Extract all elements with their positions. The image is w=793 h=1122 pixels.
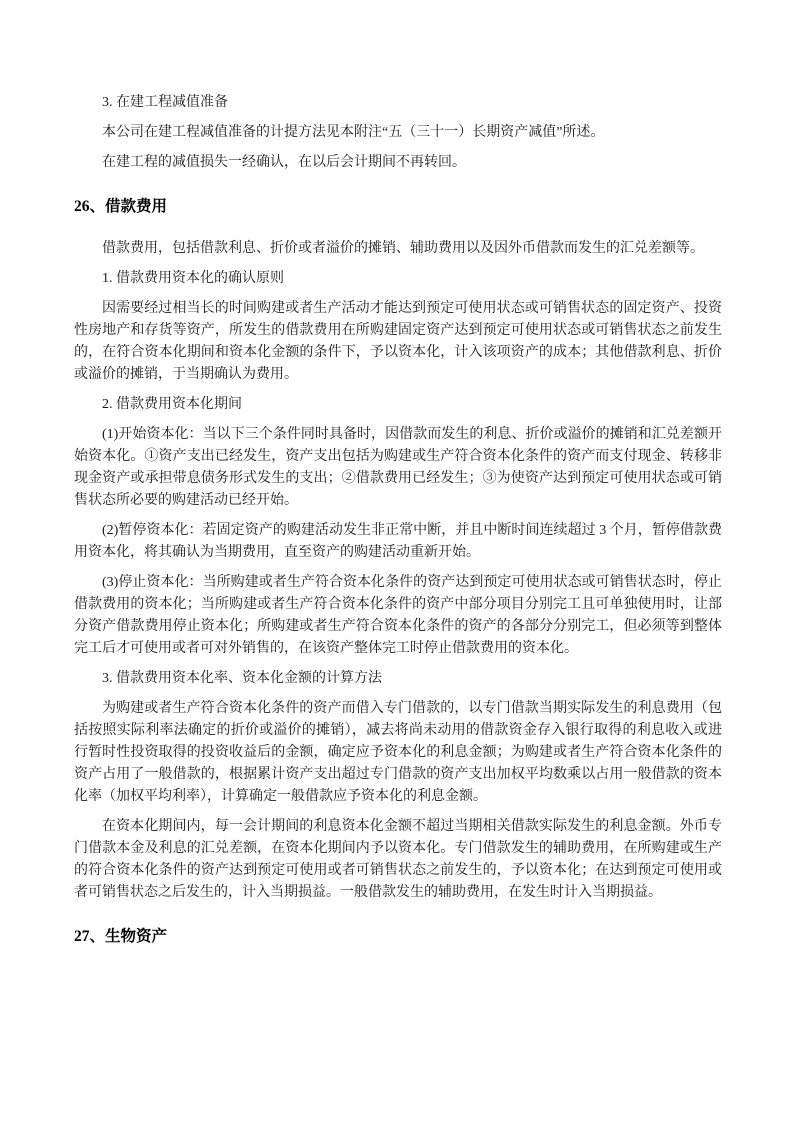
paragraph-borrowing-costs-definition: 借款费用，包括借款利息、折价或者溢价的摊销、辅助费用以及因外币借款而发生的汇兑差额等。 xyxy=(102,241,704,256)
paragraph-cip-impairment-method: 本公司在建工程减值准备的计提方法见本附注“五（三十一）长期资产减值”所述。 xyxy=(102,125,605,140)
paragraph-capitalization-recognition-principle: 因需要经过相当长的时间购建或者生产活动才能达到预定可使用状态或可销售状态的固定资产、投资性房地产和存货等资产，所发生的借款费用在所购建固定资产达到预定可使用状态或可销售状态之前发生的，在符合资本化期间和资本化金额的条件下，予以资本化，计入该项资产的成本；其他借款利息、折价或溢价的摊销，于当期确认为费用。 xyxy=(74,301,722,382)
paragraph-capitalization-rate-calculation: 为购建或者生产符合资本化条件的资产而借入专门借款的，以专门借款当期实际发生的利息费用（包括按照实际利率法确定的折价或溢价的摊销），减去将尚未动用的借款资金存入银行取得的利息收入或进行暂时性投资取得的投资收益后的金额，确定应予资本化的利息金额；为购建或者生产符合资本化条件的资产占用了一般借款的，根据累计资产支出超过专门借款的资产支出加权平均数乘以占用一般借款的资本化率（加权平均利率），计算确定一般借款应予资本化的利息金额。 xyxy=(74,701,722,804)
paragraph-capitalization-suspension: (2)暂停资本化：若固定资产的购建活动发生非正常中断，并且中断时间连续超过 3 个月，暂停借款费用资本化，将其确认为当期费用，直至资产的购建活动重新开始。 xyxy=(74,523,722,560)
section-heading-27-biological-assets: 27、生物资产 xyxy=(74,928,168,945)
paragraph-cip-impairment-no-reversal: 在建工程的减值损失一经确认，在以后会计期间不再转回。 xyxy=(102,155,466,170)
paragraph-capitalization-cessation: (3)停止资本化：当所购建或者生产符合资本化条件的资产达到预定可使用状态或可销售状态时，停止借款费用的资本化；当所购建或者生产符合资本化条件的资产中部分项目分别完工且可单独使用时，让部分资产借款费用停止资本化；所购建或者生产符合资本化条件的资产的各部分分别完工，但必须等到整体完工后才可使用或者可对外销售的，在该资产整体完工时停止借款费用的资本化。 xyxy=(74,575,722,656)
paragraph-capitalization-start: (1)开始资本化：当以下三个条件同时具备时，因借款而发生的利息、折价或溢价的摊销和汇兑差额开始资本化。①资产支出已经发生，资产支出包括为购建或生产符合资本化条件的资产而支付现金、转移非现金资产或承担带息债务形式发生的支出；②借款费用已经发生；③为使资产达到预定可使用状态或可销售状态所必要的购建活动已经开始。 xyxy=(74,427,722,508)
paragraph-capitalization-limits-and-ancillary-costs: 在资本化期间内，每一会计期间的利息资本化金额不超过当期相关借款实际发生的利息金额。外币专门借款本金及利息的汇兑差额，在资本化期间内予以资本化。专门借款发生的辅助费用，在所购建或生产的符合资本化条件的资产达到预定可使用或者可销售状态之前发生的，予以资本化；在达到预定可使用或者可销售状态之后发生的，计入当期损益。一般借款发生的辅助费用，在发生时计入当期损益。 xyxy=(74,819,722,900)
section-heading-26-borrowing-costs: 26、借款费用 xyxy=(74,198,168,215)
subsection-title-capitalization-recognition-principle: 1. 借款费用资本化的确认原则 xyxy=(102,271,284,286)
subsection-title-capitalization-period: 2. 借款费用资本化期间 xyxy=(102,397,242,412)
subsection-title-capitalization-rate-method: 3. 借款费用资本化率、资本化金额的计算方法 xyxy=(102,671,382,686)
page-content xyxy=(74,92,722,950)
subsection-title-cip-impairment: 3. 在建工程减值准备 xyxy=(102,95,228,110)
